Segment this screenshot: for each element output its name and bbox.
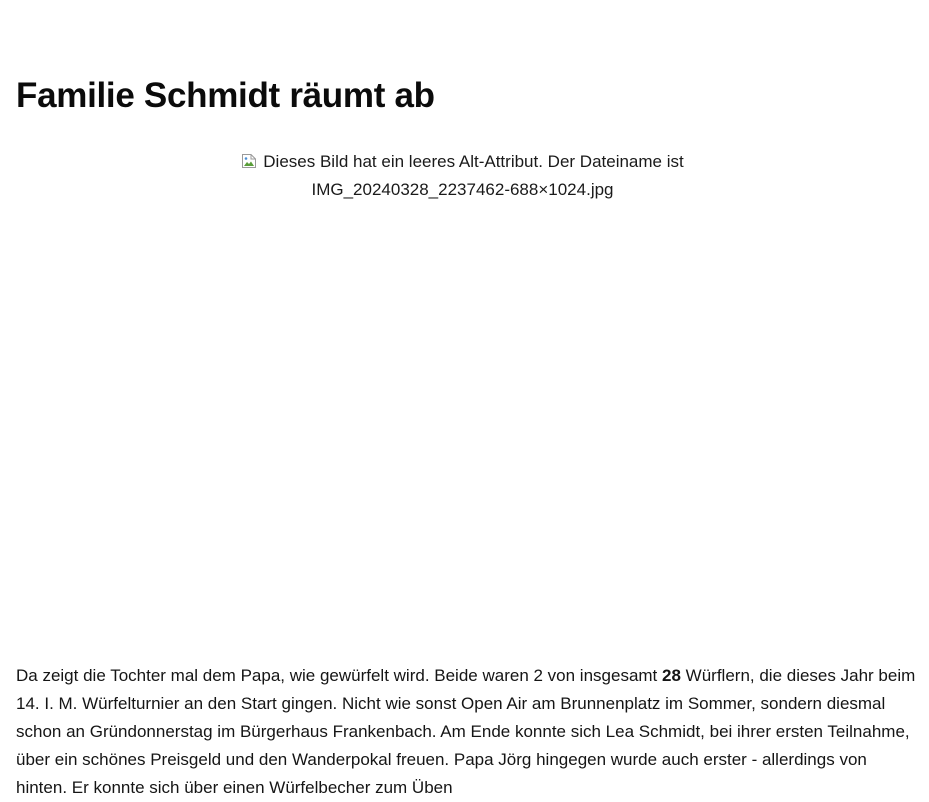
- participant-count: 28: [662, 666, 681, 685]
- image-alt-text-line-1: Dieses Bild hat ein leeres Alt-Attribut. Der Dateiname ist: [263, 152, 684, 171]
- article-figure: [16, 148, 909, 618]
- page-title: Familie Schmidt räumt ab: [16, 76, 435, 115]
- paragraph-text-start: Da zeigt die Tochter mal dem Papa, wie gewürfelt wird. Beide waren 2 von insgesamt: [16, 666, 663, 685]
- broken-image-icon: [241, 153, 257, 169]
- paragraph-text-end: Würflern, die dieses Jahr beim 14. I. M. Würfelturnier an den Start gingen. Nicht wie sonst Open Air am Brunnenplatz im Sommer, sondern diesmal schon an Gründonnerstag im Bürgerhaus Frankenbach. Am Ende konnte sich Lea Schmidt, bei ihrer ersten Teilnahme, über ein schönes Preisgeld und den Wanderpokal freuen. Papa Jörg hingegen wurde auch erster - allerdings von hinten. Er konnte sich über einen Würfelbecher zum Üben: [16, 666, 916, 797]
- image-alt-text-line-2: IMG_20240328_2237462-688×1024.jpg: [311, 180, 614, 199]
- article-paragraph: [16, 662, 916, 802]
- broken-image: [218, 148, 708, 204]
